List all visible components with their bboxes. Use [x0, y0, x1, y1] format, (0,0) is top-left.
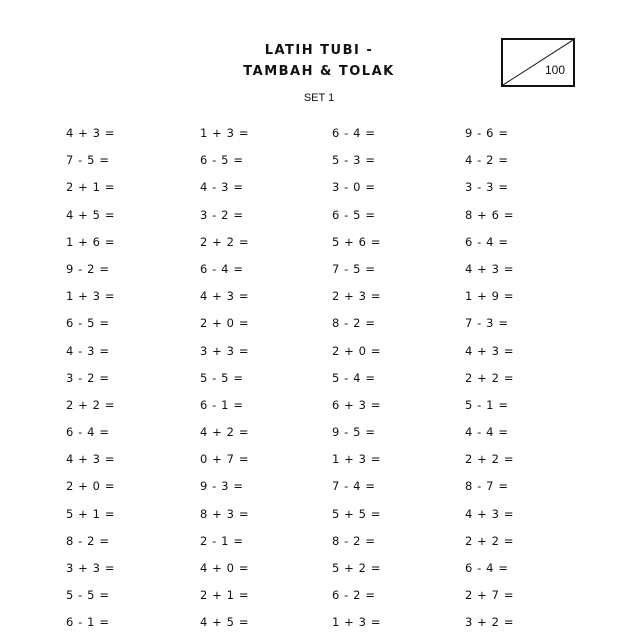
math-problem: 2 - 1 = — [200, 533, 244, 548]
math-problem: 1 + 3 = — [332, 452, 382, 467]
math-problem: 1 + 6 = — [66, 234, 116, 249]
math-problem: 6 - 1 = — [200, 397, 244, 412]
math-problem: 4 + 3 = — [200, 289, 250, 304]
math-problem: 6 - 4 = — [66, 425, 110, 440]
math-problem: 2 + 2 = — [465, 452, 515, 467]
math-problem: 3 - 0 = — [332, 180, 376, 195]
math-problem: 1 + 3 = — [200, 126, 250, 140]
math-problem: 4 - 2 = — [465, 153, 509, 168]
math-problem: 1 + 3 = — [66, 289, 116, 304]
math-problem: 5 + 5 = — [332, 506, 382, 521]
math-problem: 1 + 9 = — [465, 289, 515, 304]
math-problem: 5 - 3 = — [332, 153, 376, 168]
math-problem: 7 - 5 = — [332, 261, 376, 276]
math-problem: 4 + 3 = — [465, 343, 515, 358]
math-problem: 8 - 2 = — [332, 533, 376, 548]
math-problem: 2 + 0 = — [200, 316, 250, 331]
math-problem: 4 - 3 = — [66, 343, 110, 358]
math-problem: 4 + 5 = — [66, 207, 116, 222]
math-problem: 3 + 3 = — [66, 561, 116, 575]
math-problem: 4 + 3 = — [66, 126, 116, 140]
math-problem: 6 - 2 = — [332, 588, 376, 603]
math-problem: 6 - 5 = — [200, 153, 244, 168]
math-problem: 5 + 2 = — [332, 561, 382, 575]
math-problem: 6 - 5 = — [332, 207, 376, 222]
math-problem: 6 - 4 = — [465, 234, 509, 249]
math-problem: 9 - 6 = — [465, 126, 509, 140]
math-problem: 2 + 1 = — [66, 180, 116, 195]
math-problem: 4 + 2 = — [200, 425, 250, 440]
math-problem: 2 + 3 = — [332, 289, 382, 304]
math-problem: 5 - 4 = — [332, 370, 376, 385]
math-problem: 5 + 6 = — [332, 234, 382, 249]
math-problem: 7 - 4 = — [332, 479, 376, 494]
title-line-2: TAMBAH & TOLAK — [243, 64, 395, 79]
math-problem: 1 + 3 = — [332, 615, 382, 630]
math-problem: 5 - 5 = — [200, 370, 244, 385]
math-problem: 2 + 7 = — [465, 588, 515, 603]
math-problem: 2 + 2 = — [465, 533, 515, 548]
math-problem: 6 - 1 = — [66, 615, 110, 630]
math-problem: 4 + 3 = — [465, 506, 515, 521]
math-problem: 2 + 0 = — [332, 343, 382, 358]
score-total: 100 — [544, 63, 565, 77]
math-problem: 3 - 2 = — [200, 207, 244, 222]
math-problem: 2 + 2 = — [200, 234, 250, 249]
math-problem: 9 - 3 = — [200, 479, 244, 494]
problem-grid — [0, 120, 638, 637]
score-box[interactable] — [501, 38, 575, 87]
math-problem: 6 + 3 = — [332, 397, 382, 412]
math-problem: 8 + 3 = — [200, 506, 250, 521]
math-problem: 7 - 5 = — [66, 153, 110, 168]
math-problem: 8 - 2 = — [66, 533, 110, 548]
math-problem: 5 - 5 = — [66, 588, 110, 603]
math-problem: 0 + 7 = — [200, 452, 250, 467]
math-problem: 9 - 2 = — [66, 261, 110, 276]
set-label: SET 1 — [303, 92, 335, 104]
math-problem: 4 + 3 = — [465, 261, 515, 276]
math-problem: 4 - 3 = — [200, 180, 244, 195]
math-problem: 2 + 2 = — [465, 370, 515, 385]
math-problem: 5 + 1 = — [66, 506, 116, 521]
math-problem: 8 - 7 = — [465, 479, 509, 494]
math-problem: 7 - 3 = — [465, 316, 509, 331]
math-problem: 6 - 4 = — [465, 561, 509, 575]
math-problem: 2 + 1 = — [200, 588, 250, 603]
math-problem: 9 - 5 = — [332, 425, 376, 440]
math-problem: 3 - 3 = — [465, 180, 509, 195]
math-problem: 2 + 2 = — [66, 397, 116, 412]
math-problem: 4 + 0 = — [200, 561, 250, 575]
math-problem: 6 - 4 = — [200, 261, 244, 276]
math-problem: 8 + 6 = — [465, 207, 515, 222]
math-problem: 4 + 5 = — [200, 615, 250, 630]
math-problem: 3 + 2 = — [465, 615, 515, 630]
title-line-1: LATIH TUBI - — [264, 43, 374, 58]
math-problem: 5 - 1 = — [465, 397, 509, 412]
math-problem: 6 - 4 = — [332, 126, 376, 140]
math-problem: 6 - 5 = — [66, 316, 110, 331]
math-problem: 2 + 0 = — [66, 479, 116, 494]
math-problem: 8 - 2 = — [332, 316, 376, 331]
math-problem: 4 + 3 = — [66, 452, 116, 467]
math-problem: 3 + 3 = — [200, 343, 250, 358]
math-problem: 4 - 4 = — [465, 425, 509, 440]
math-problem: 3 - 2 = — [66, 370, 110, 385]
